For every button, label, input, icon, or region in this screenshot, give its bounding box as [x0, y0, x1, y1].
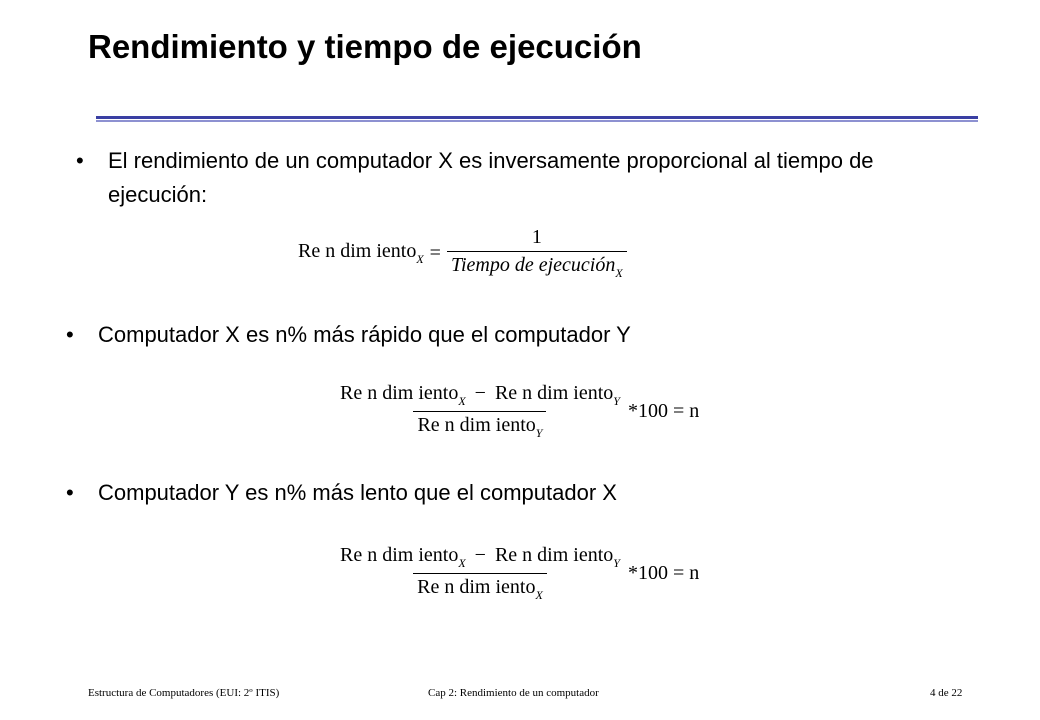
- bullet-text: Computador Y es n% más lento que el computador X: [98, 480, 617, 505]
- eq2-fraction: [336, 382, 624, 441]
- eq1-equals: =: [429, 242, 441, 264]
- bullet-marker: •: [66, 322, 74, 347]
- title-underline: [96, 116, 978, 122]
- bullet-text: El rendimiento de un computador X es inversamente proporcional al tiempo de ejecución:: [108, 148, 874, 207]
- eq1-fraction: [447, 226, 627, 281]
- eq2-numerator: Re n dim iento$_X$ − Re n dim iento$_Y$: [340, 382, 620, 408]
- eq2-denominator: Re n dim iento$_Y$: [413, 411, 546, 441]
- eq3-numerator: Re n dim iento$_X$ − Re n dim iento$_Y$: [340, 544, 620, 570]
- footer-course: Estructura de Computadores (EUI: 2º ITIS): [88, 687, 280, 699]
- bullet-marker: •: [76, 148, 84, 173]
- eq3-fraction: [336, 544, 624, 603]
- footer-chapter: Cap 2: Rendimiento de un computador: [428, 687, 599, 699]
- equation-performance-inverse-time: [298, 226, 627, 281]
- eq3-denominator: Re n dim iento$_X$: [413, 573, 547, 603]
- footer-page-number: 4 de 22: [930, 687, 963, 699]
- eq3-tail: *100 = n: [627, 562, 700, 584]
- eq2-tail: *100 = n: [627, 400, 700, 422]
- bullet-text: Computador X es n% más rápido que el computador Y: [98, 322, 631, 347]
- eq1-denominator: Tiempo de ejecución$_X$: [447, 251, 627, 281]
- eq1-lhs: Re n dim iento$_X$: [298, 240, 424, 266]
- eq1-numerator: 1: [531, 226, 542, 248]
- equation-percent-slower: [336, 544, 699, 603]
- slide-title: Rendimiento y tiempo de ejecución: [88, 28, 642, 65]
- equation-percent-faster: [336, 382, 699, 441]
- bullet-marker: •: [66, 480, 74, 505]
